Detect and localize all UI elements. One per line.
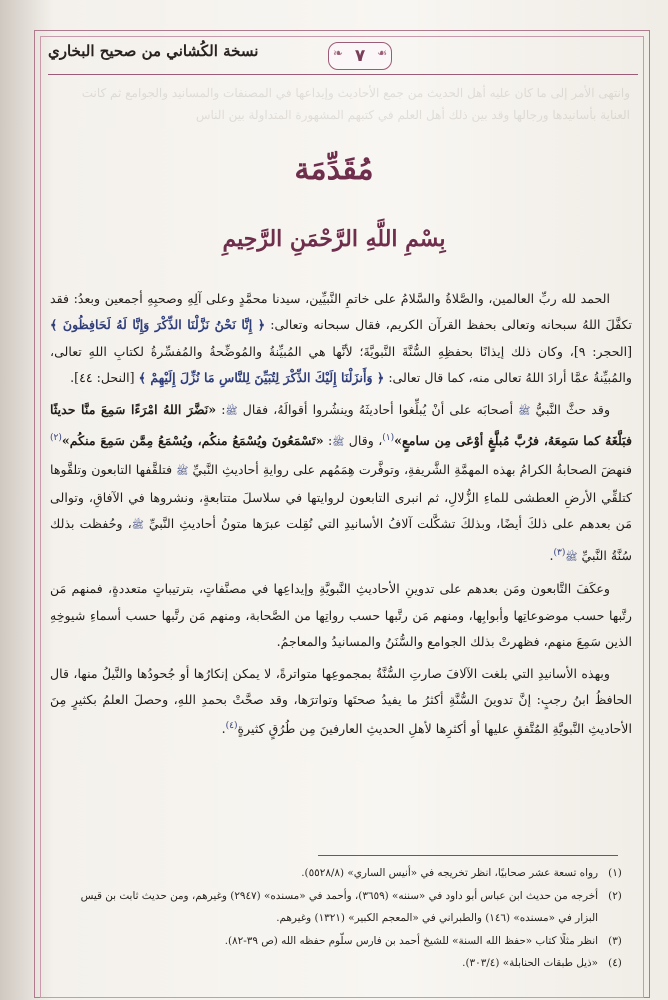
- footnote-number: (١): [608, 867, 622, 879]
- header-divider: [48, 74, 638, 75]
- text: الحمد لله ربِّ العالمين، والصَّلاةُ والسَّلامُ على خاتمِ النَّبيِّين، سيدنا محمَّدٍ وعلى آلِهِ وصحبِهِ أجمعين وبعدُ: فقد تكفَّلَ اللهُ سبحانه وتعالى بحفظ القرآن الكريم، فقال سبحانه وتعالى:: [50, 291, 632, 333]
- footnote-item: [50, 930, 632, 953]
- text: وقد حثَّ النَّبيُّ: [530, 401, 611, 417]
- footnote-continuation: البزار في «مسنده» (١٤٦) والطبراني في «المعجم الكبير» (١٣٢١) وغيرهم.: [276, 912, 598, 924]
- salawat-glyph: ﷺ: [176, 465, 189, 477]
- text: أصحابَه على أنْ يُبلِّغوا أحاديثَهُ وينشُروا أقوالَهُ، فقال: [237, 401, 519, 417]
- salawat-glyph: ﷺ: [131, 520, 144, 532]
- quran-verse: ﴿ إِنَّا نَحْنُ نَزَّلْنَا الذِّكْرَ وَإِنَّا لَهُ لَحَافِظُونَ ﴾: [50, 317, 266, 333]
- text: فتلقَّفها التابعون وتلقَّوها كتلقِّي الأرضِ العطشى للماءِ الزُّلالِ، ثم انبرى التابعون لروايتها في سلاسلَ متتابعةٍ، ونشروها في الآفاقِ، وتوالى مَن بعدهم على ذلكَ أيضًا، وبذلكَ تشكَّلت آلافُ الأسانيدِ التي نُقِلت عبرَها متونُ أحاديثِ النَّبيِّ: [50, 461, 632, 532]
- footnote-ref[interactable]: (٣): [553, 547, 566, 558]
- salawat-glyph: ﷺ: [518, 405, 531, 417]
- paragraph-2: [50, 397, 632, 572]
- bleed-through-text: وانتهى الأمر إلى ما كان عليه أهل الحديث من جمع الأحاديث وإيداعها في المصنفات والمسانيد والجوامع ثم كانت العناية بأسانيدها ورجالها وقد بين ذلك أهل العلم في كتبهم المشهورة المتداولة بين الناس: [81, 86, 630, 122]
- salawat-glyph: ﷺ: [225, 405, 238, 417]
- paragraph-1: [50, 286, 632, 392]
- text: :: [216, 401, 226, 417]
- footnote-text: أخرجه من حديث ابن عباس أبو داود في «سننه» (٣٦٥٩)، وأحمد في «مسنده» (٢٩٤٧) وغيرهم، ومن حديث ثابت بن قيس: [80, 889, 598, 902]
- footnote-text: رواه تسعة عشر صحابيًا، انظر تخريجه في «أنيس الساري» (٥٥٢٨/٨).: [301, 867, 598, 879]
- footnote-item: [50, 952, 632, 975]
- text: ، وحُفظت بذلك سُنَّةُ النَّبيِّ: [50, 516, 632, 564]
- footnote-ref[interactable]: (١): [382, 433, 395, 444]
- footnote-divider: [318, 855, 618, 856]
- salawat-glyph: ﷺ: [332, 437, 345, 449]
- footnote-number: (٣): [608, 934, 622, 947]
- text: .: [549, 548, 554, 564]
- page-number: ❧ ٧ ❧: [328, 42, 392, 70]
- footnotes: [50, 862, 632, 975]
- basmala: بِسْمِ اللَّهِ الرَّحْمَنِ الرَّحِيمِ: [222, 226, 446, 252]
- quran-verse: ﴿ وَأَنزَلْنَا إِلَيْكَ الذِّكْرَ لِتُبَيِّنَ لِلنَّاسِ مَا نُزِّلَ إِلَيْهِمْ ﴾: [138, 370, 385, 386]
- text: وبهذه الأسانيدِ التي بلغت الآلافَ صارتِ السُّنَّةُ بمجموعِها متواترةً، لا يمكن إنكارُها أو جُحودُها والنَّيلُ منها، قال الحافظُ ابنُ رجبٍ: إنَّ تدوينَ السُّنَّةِ أكثرُ ما يفيدُ صحتَها وتواترَها، وقد صحَّتْ بحمدِ اللهِ، وحصلَ العلمُ بكثيرٍ مِنَ الأحاديثِ النَّبويَّةِ المُتَّفقِ عليها أو أكثرِها لأهلِ الحديثِ العارفينَ مِن طُرُقٍ كثيرةٍ: [50, 665, 632, 737]
- footnote-ref[interactable]: (٤): [225, 721, 238, 732]
- footnote-number: (٤): [608, 957, 622, 969]
- footnote-number: (٢): [608, 889, 622, 902]
- hadith-quote: «نَضَّرَ اللهُ امْرَءًا سَمِعَ منَّا حديثًا فبَلَّغَهُ كما سَمِعَهُ، فرُبَّ مُبلَّغٍ أوْعَى مِن سامعٍ»: [50, 401, 632, 449]
- text: [الحجر: ٩]، وكان ذلك إيذانًا بحفظِهِ السُّنَّةَ النَّبويَّةَ؛ لأنَّها هي المُبيِّنةُ والمُوضِّحةُ والمُفسِّرةُ لكتابِ اللهِ تعالى، والمُبيِّنةُ عمَّا أرادَ اللهُ تعالى منه، كما قال تعالى:: [50, 343, 632, 386]
- salawat-glyph: ﷺ: [565, 552, 578, 564]
- footnote-ref[interactable]: (٢): [50, 433, 62, 444]
- footnote-text: انظر مثلًا كتاب «حفظ الله السنة» للشيخ أحمد بن فارس سلّوم حفظه الله (ص ٣٩-٨٢).: [224, 934, 598, 947]
- page-header: [48, 40, 638, 72]
- paragraph-3: وعكَفَ التَّابعون ومَن بعدهم على تدوينِ الأحاديثِ النَّبويَّةِ وإيداعِها في مصنَّفاتٍ، بترتيباتٍ متعددةٍ، فمنهم مَن رتَّبها حسب موضوعاتِها وأبوابِها، ومنهم مَن رتَّبها حسب رواتِها من الصَّحابة، ومنهم مَن رتَّبها حسب أسماءِ شيوخِهِ الذين سَمِعَ منهم، فظهرتْ بذلك الجوامع والسُّنَنُ والمسانيدُ والمعاجمُ.: [50, 581, 632, 650]
- hadith-quote: «تَسْمَعُونَ ويُسْمَعُ منكُم، ويُسْمَعُ مِمَّن سَمِعَ منكُم»: [61, 433, 324, 449]
- text: ، وقال: [344, 433, 383, 449]
- text: [النحل: ٤٤].: [70, 370, 139, 386]
- text: :: [323, 433, 333, 449]
- body-text: [50, 286, 632, 748]
- footnote-item: [50, 885, 632, 908]
- section-title: مُقَدِّمَة: [294, 152, 374, 187]
- paragraph-4: [50, 661, 632, 743]
- footnote-item: [50, 862, 632, 885]
- footnote-text: «ذيل طبقات الحنابلة» (٣٠٣/٤).: [462, 957, 598, 969]
- running-title: نسخة الكُشاني من صحيح البخاري: [48, 42, 259, 60]
- text: فنهضَ الصحابةُ الكرامُ بهذه المهمَّةِ الشَّريفةِ، وتوفَّرت هِمَمُهم على روايةِ أحاديثِ النَّبيِّ: [188, 461, 632, 477]
- text: .: [221, 721, 226, 737]
